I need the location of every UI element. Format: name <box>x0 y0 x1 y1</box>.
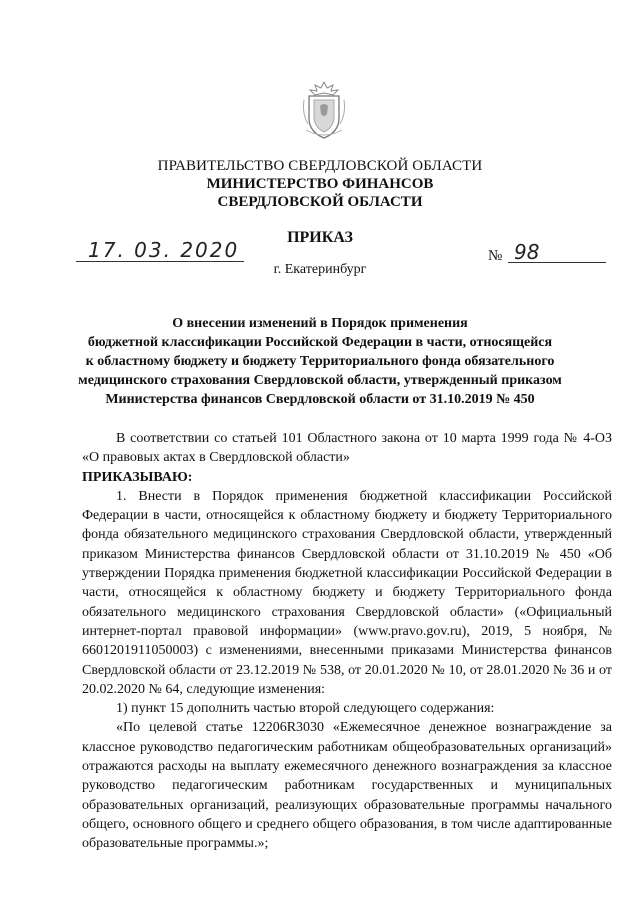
coat-of-arms-icon <box>300 80 348 142</box>
order-number: 98 <box>514 240 540 264</box>
subitem-1-paragraph: 1) пункт 15 дополнить частью второй следующего содержания: <box>116 701 495 717</box>
command-word: ПРИКАЗЫВАЮ: <box>82 469 193 485</box>
city: г. Екатеринбург <box>273 262 367 277</box>
government-name: ПРАВИТЕЛЬСТВО СВЕРДЛОВСКОЙ ОБЛАСТИ <box>157 158 483 174</box>
order-body <box>82 429 612 854</box>
item-1-paragraph: 1. Внести в Порядок применения бюджетной классификации Российской Федерации в части, относящейся к областному бюджету и бюджету Территориального фонда обязательного медицинского страхования Свердловской области, утвержденный приказом Министерства финансов Свердловской области от 31.10.2019 № 450 «Об утверждении Порядка применения бюджетной классификации Российской Федерации в части, относящейся к областному бюджету и бюджету Территориального фонда обязательного медицинского страхования Свердловской области» («Официальный интернет-портал правовой информации» (www.pravo.gov.ru), 2019, 5 ноября, № 6601201911050003) с изменениями, внесенными приказами Министерства финансов Свердловской области от 23.12.2019 № 538, от 20.01.2020 № 10, от 28.01.2020 № 36 и от 20.02.2020 № 64, следующие изменения: <box>82 488 612 697</box>
document-type-title: ПРИКАЗ <box>287 229 353 246</box>
subject-line: Министерства финансов Свердловской области от 31.10.2019 № 450 <box>105 392 535 407</box>
preamble-paragraph: В соответствии со статьей 101 Областного закона от 10 марта 1999 года № 4-ОЗ «О правовых актах в Свердловской области» <box>82 431 612 466</box>
order-date: 17. 03. 2020 <box>88 238 240 262</box>
ministry-name-line1: МИНИСТЕРСТВО ФИНАНСОВ <box>206 176 434 192</box>
number-label: № <box>488 248 503 264</box>
order-subject <box>60 314 580 409</box>
subject-line: медицинского страхования Свердловской области, утвержденный приказом <box>78 373 562 388</box>
subject-line: к областному бюджету и бюджету Территориального фонда обязательного <box>85 354 555 369</box>
quoted-text-paragraph: «По целевой статье 12206R3030 «Ежемесячное денежное вознаграждение за классное руководство педагогическим работникам общеобразовательных организаций» отражаются расходы на выплату ежемесячного денежного вознаграждения за классное руководство педагогическим работникам государственных и муниципальных образовательных организаций, реализующих образовательные программы начального общего, основного общего и среднего общего образования, в том числе адаптированные образовательные программы.»; <box>82 720 612 852</box>
subject-line: О внесении изменений в Порядок применения <box>172 316 468 331</box>
ministry-name-line2: СВЕРДЛОВСКОЙ ОБЛАСТИ <box>217 194 423 210</box>
subject-line: бюджетной классификации Российской Федерации в части, относящейся <box>87 335 553 350</box>
